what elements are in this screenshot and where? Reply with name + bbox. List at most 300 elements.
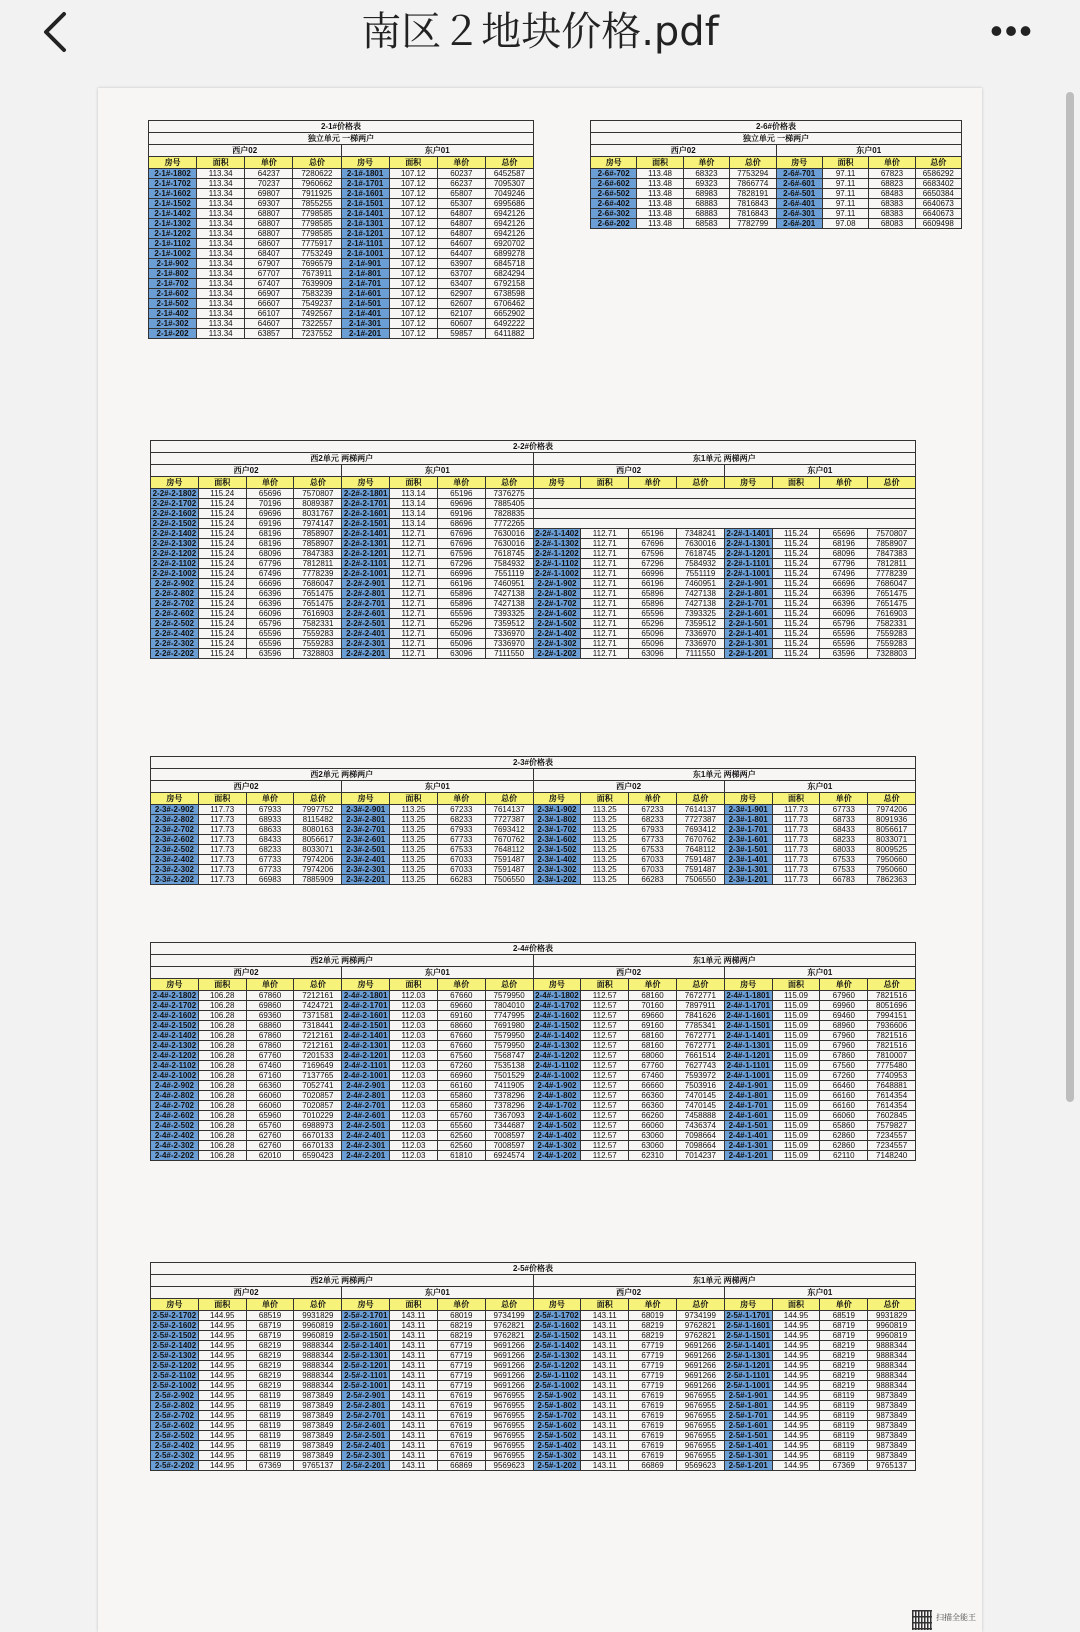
table-cell: 6899278	[485, 249, 533, 259]
table-cell: 8115482	[294, 815, 342, 825]
house-label: 东户01	[342, 465, 533, 477]
room-number-cell: 2-5#-1-1202	[533, 1361, 581, 1371]
table-cell: 9691266	[676, 1351, 724, 1361]
room-number-cell: 2-4#-1-1201	[724, 1051, 772, 1061]
table-cell: 69960	[820, 1001, 868, 1011]
table-cell: 68033	[820, 845, 868, 855]
table-cell: 7492567	[293, 309, 341, 319]
table-cell: 68323	[683, 169, 729, 179]
table-cell: 106.28	[198, 1081, 246, 1091]
room-number-cell: 2-2#-2-401	[342, 629, 390, 639]
table-row	[149, 229, 534, 239]
table-cell: 7393325	[676, 609, 724, 619]
price-table-2-6	[590, 120, 962, 229]
table-cell: 69160	[629, 1021, 677, 1031]
house-label: 西户02	[151, 967, 342, 979]
table-cell: 115.09	[772, 1101, 820, 1111]
table-row	[591, 169, 962, 179]
table-cell: 106.28	[198, 1121, 246, 1131]
table-cell: 9676955	[485, 1421, 533, 1431]
table-cell: 7686047	[294, 579, 342, 589]
column-header: 面积	[390, 979, 438, 991]
table-cell: 115.24	[198, 529, 246, 539]
table-cell: 66396	[820, 599, 868, 609]
table-cell: 143.11	[390, 1451, 438, 1461]
table-cell: 113.48	[637, 219, 683, 229]
column-header: 总价	[868, 477, 916, 489]
table-cell: 7885405	[485, 499, 533, 509]
table-title: 2-2#价格表	[151, 441, 916, 453]
house-label: 东户01	[342, 967, 533, 979]
column-header: 房号	[149, 157, 197, 169]
column-header: 面积	[390, 793, 438, 805]
table-row	[149, 309, 534, 319]
table-cell: 68119	[820, 1441, 868, 1451]
room-number-cell: 2-5#-2-902	[151, 1391, 199, 1401]
room-number-cell: 2-5#-2-1701	[342, 1311, 390, 1321]
room-number-cell: 2-5#-1-801	[724, 1401, 772, 1411]
room-number-cell: 2-1#-601	[341, 289, 389, 299]
table-cell: 7591487	[485, 855, 533, 865]
table-cell: 112.71	[390, 599, 438, 609]
room-number-cell: 2-2#-2-1601	[342, 509, 390, 519]
table-cell: 67619	[437, 1451, 485, 1461]
table-cell: 67596	[629, 549, 677, 559]
table-cell: 7673911	[293, 269, 341, 279]
table-cell: 112.71	[390, 589, 438, 599]
table-cell: 62860	[820, 1131, 868, 1141]
table-cell: 7506550	[485, 875, 533, 885]
table-cell: 68096	[820, 549, 868, 559]
table-cell: 68219	[820, 1381, 868, 1391]
column-header: 面积	[772, 979, 820, 991]
room-number-cell: 2-1#-501	[341, 299, 389, 309]
table-cell: 113.14	[390, 499, 438, 509]
table-title: 2-3#价格表	[151, 757, 916, 769]
house-label: 西户02	[533, 465, 724, 477]
table-cell: 7602845	[868, 1111, 916, 1121]
table-cell: 9691266	[676, 1381, 724, 1391]
table-cell: 66160	[820, 1091, 868, 1101]
table-cell: 67533	[820, 865, 868, 875]
chevron-left-icon[interactable]	[38, 10, 78, 54]
table-cell: 68219	[437, 1321, 485, 1331]
table-cell: 9931829	[868, 1311, 916, 1321]
table-cell: 112.03	[390, 1081, 438, 1091]
table-cell: 9765137	[294, 1461, 342, 1471]
table-cell: 67407	[245, 279, 293, 289]
table-cell: 62560	[437, 1131, 485, 1141]
table-cell: 115.24	[198, 569, 246, 579]
table-cell: 65860	[437, 1091, 485, 1101]
table-cell: 112.71	[581, 559, 629, 569]
room-number-cell: 2-5#-2-1302	[151, 1351, 199, 1361]
table-row	[151, 1391, 916, 1401]
table-cell: 66696	[246, 579, 294, 589]
table-cell: 9960819	[294, 1321, 342, 1331]
table-cell: 9873849	[294, 1421, 342, 1431]
table-cell: 112.71	[390, 579, 438, 589]
table-cell: 7336970	[676, 639, 724, 649]
table-row	[149, 239, 534, 249]
table-cell: 65860	[437, 1101, 485, 1111]
table-row	[151, 1411, 916, 1421]
table-cell: 66960	[437, 1071, 485, 1081]
table-cell: 143.11	[390, 1431, 438, 1441]
table-cell: 69460	[820, 1011, 868, 1021]
room-number-cell: 2-5#-1-901	[724, 1391, 772, 1401]
table-cell: 7427138	[676, 589, 724, 599]
table-cell: 9873849	[294, 1401, 342, 1411]
table-cell: 115.24	[198, 519, 246, 529]
room-number-cell: 2-2#-1-1001	[724, 569, 772, 579]
table-cell: 144.95	[198, 1461, 246, 1471]
table-cell: 65307	[437, 199, 485, 209]
table-cell: 68660	[437, 1021, 485, 1031]
table-cell: 67033	[437, 865, 485, 875]
table-cell: 107.12	[389, 239, 437, 249]
room-number-cell: 2-4#-1-1501	[724, 1021, 772, 1031]
table-cell: 7911925	[293, 189, 341, 199]
room-number-cell: 2-1#-902	[149, 259, 197, 269]
table-cell: 67696	[629, 539, 677, 549]
table-cell: 143.11	[581, 1441, 629, 1451]
room-number-cell: 2-3#-2-701	[342, 825, 390, 835]
table-row	[149, 219, 534, 229]
table-cell: 9873849	[868, 1431, 916, 1441]
table-cell: 68383	[869, 209, 915, 219]
table-cell: 7376275	[485, 489, 533, 499]
table-cell: 112.57	[581, 1001, 629, 1011]
column-header: 房号	[724, 979, 772, 991]
room-number-cell: 2-4#-1-201	[724, 1151, 772, 1161]
table-cell: 143.11	[390, 1461, 438, 1471]
table-cell: 63596	[820, 649, 868, 659]
column-header: 房号	[151, 477, 199, 489]
table-cell: 113.25	[581, 845, 629, 855]
table-cell: 115.24	[772, 579, 820, 589]
table-row	[151, 1071, 916, 1081]
table-cell: 63096	[437, 649, 485, 659]
column-header: 单价	[820, 477, 868, 489]
table-cell: 115.24	[772, 559, 820, 569]
table-cell: 7828835	[485, 509, 533, 519]
room-number-cell: 2-5#-2-1102	[151, 1371, 199, 1381]
table-cell: 144.95	[198, 1391, 246, 1401]
table-cell: 144.95	[772, 1431, 820, 1441]
table-cell: 67719	[629, 1341, 677, 1351]
table-cell: 115.24	[198, 639, 246, 649]
table-cell: 7648881	[868, 1081, 916, 1091]
table-cell: 67707	[245, 269, 293, 279]
room-number-cell: 2-5#-2-1201	[342, 1361, 390, 1371]
room-number-cell: 2-2#-1-702	[533, 599, 581, 609]
table-row	[151, 815, 916, 825]
room-number-cell: 2-3#-1-602	[533, 835, 581, 845]
table-cell: 7322557	[293, 319, 341, 329]
table-cell: 68019	[629, 1311, 677, 1321]
table-cell: 67619	[437, 1441, 485, 1451]
table-cell: 7359512	[676, 619, 724, 629]
table-cell: 68823	[869, 179, 915, 189]
table-cell: 7582331	[868, 619, 916, 629]
room-number-cell: 2-1#-901	[341, 259, 389, 269]
room-number-cell: 2-2#-1-1102	[533, 559, 581, 569]
table-cell: 112.03	[390, 1131, 438, 1141]
table-cell: 8056617	[868, 825, 916, 835]
table-cell: 7318441	[294, 1021, 342, 1031]
table-cell: 66107	[245, 309, 293, 319]
table-row	[151, 1111, 916, 1121]
room-number-cell: 2-3#-1-401	[724, 855, 772, 865]
table-cell: 113.48	[637, 179, 683, 189]
table-cell: 113.34	[197, 189, 245, 199]
table-cell: 113.34	[197, 329, 245, 339]
room-number-cell: 2-2#-2-1402	[151, 529, 199, 539]
table-cell: 8051696	[868, 1001, 916, 1011]
table-cell: 64807	[437, 229, 485, 239]
table-cell: 66996	[629, 569, 677, 579]
table-cell: 97.11	[822, 169, 868, 179]
table-cell: 67619	[629, 1411, 677, 1421]
table-cell: 9873849	[294, 1451, 342, 1461]
table-cell: 144.95	[198, 1361, 246, 1371]
table-cell: 106.28	[198, 991, 246, 1001]
table-cell: 7212161	[294, 1031, 342, 1041]
table-cell: 9762821	[676, 1321, 724, 1331]
room-number-cell: 2-2#-1-1202	[533, 549, 581, 559]
table-cell: 68119	[820, 1421, 868, 1431]
column-header: 面积	[581, 979, 629, 991]
table-cell: 65896	[437, 589, 485, 599]
column-header: 总价	[294, 1299, 342, 1311]
table-cell: 7237552	[293, 329, 341, 339]
room-number-cell: 2-1#-1502	[149, 199, 197, 209]
room-number-cell: 2-4#-2-1801	[342, 991, 390, 1001]
column-header: 面积	[198, 477, 246, 489]
table-cell: 117.73	[772, 865, 820, 875]
room-number-cell: 2-2#-2-1602	[151, 509, 199, 519]
table-row	[151, 1421, 916, 1431]
table-cell: 7693412	[676, 825, 724, 835]
room-number-cell: 2-5#-1-1701	[724, 1311, 772, 1321]
table-cell: 115.09	[772, 1001, 820, 1011]
table-cell: 106.28	[198, 1131, 246, 1141]
table-cell: 112.71	[581, 599, 629, 609]
table-cell: 113.14	[390, 519, 438, 529]
table-cell: 143.11	[581, 1361, 629, 1371]
table-cell: 9888344	[294, 1341, 342, 1351]
room-number-cell: 2-2#-1-601	[724, 609, 772, 619]
table-cell: 117.73	[198, 805, 246, 815]
room-number-cell: 2-4#-2-1802	[151, 991, 199, 1001]
table-cell: 7427138	[485, 599, 533, 609]
table-cell: 6411882	[485, 329, 533, 339]
room-number-cell: 2-4#-1-301	[724, 1141, 772, 1151]
table-row	[151, 1141, 916, 1151]
table-cell: 67619	[437, 1401, 485, 1411]
table-title: 2-1#价格表	[149, 121, 534, 133]
table-row	[151, 1441, 916, 1451]
table-row	[151, 1001, 916, 1011]
room-number-cell: 2-4#-1-1502	[533, 1021, 581, 1031]
table-cell: 68119	[820, 1401, 868, 1411]
table-cell: 115.24	[772, 599, 820, 609]
column-header: 面积	[197, 157, 245, 169]
table-cell: 65960	[246, 1111, 294, 1121]
room-number-cell: 2-5#-2-1301	[342, 1351, 390, 1361]
table-cell: 7686047	[868, 579, 916, 589]
table-cell: 7816843	[730, 209, 776, 219]
table-cell: 68119	[820, 1391, 868, 1401]
table-cell: 112.57	[581, 1141, 629, 1151]
column-header: 单价	[629, 979, 677, 991]
table-cell: 9676955	[676, 1421, 724, 1431]
table-cell: 144.95	[198, 1451, 246, 1461]
table-cell: 107.12	[389, 269, 437, 279]
room-number-cell: 2-5#-2-1001	[342, 1381, 390, 1391]
table-cell: 62560	[437, 1141, 485, 1151]
room-number-cell: 2-1#-1301	[341, 219, 389, 229]
room-number-cell: 2-4#-2-1702	[151, 1001, 199, 1011]
room-number-cell: 2-3#-1-301	[724, 865, 772, 875]
room-number-cell: 2-5#-1-1401	[724, 1341, 772, 1351]
column-header: 面积	[581, 477, 629, 489]
table-cell: 7816843	[730, 199, 776, 209]
table-cell: 112.71	[390, 639, 438, 649]
column-header: 单价	[629, 1299, 677, 1311]
table-cell: 68483	[869, 189, 915, 199]
table-cell: 68233	[437, 815, 485, 825]
room-number-cell: 2-5#-2-1401	[342, 1341, 390, 1351]
table-cell: 69696	[437, 499, 485, 509]
table-cell: 7828191	[730, 189, 776, 199]
room-number-cell: 2-1#-201	[341, 329, 389, 339]
room-number-cell: 2-2#-2-1001	[342, 569, 390, 579]
table-cell: 144.95	[772, 1311, 820, 1321]
table-cell: 143.11	[581, 1381, 629, 1391]
table-cell: 9676955	[485, 1391, 533, 1401]
table-cell: 67733	[820, 805, 868, 815]
table-cell: 68233	[246, 845, 294, 855]
table-cell: 66996	[437, 569, 485, 579]
table-cell: 7858907	[868, 539, 916, 549]
room-number-cell: 2-4#-1-202	[533, 1151, 581, 1161]
table-cell: 144.95	[198, 1331, 246, 1341]
room-number-cell: 2-5#-1-1101	[724, 1371, 772, 1381]
more-horizontal-icon[interactable]: •••	[990, 10, 1034, 51]
column-header: 总价	[676, 793, 724, 805]
table-cell: 117.73	[772, 805, 820, 815]
table-cell: 107.12	[389, 309, 437, 319]
table-cell: 7010229	[294, 1111, 342, 1121]
table-cell: 7020857	[294, 1101, 342, 1111]
table-cell: 68219	[246, 1351, 294, 1361]
column-header: 房号	[342, 793, 390, 805]
table-cell: 9676955	[676, 1441, 724, 1451]
table-cell: 65596	[629, 609, 677, 619]
table-cell: 144.95	[198, 1411, 246, 1421]
table-cell: 68196	[246, 529, 294, 539]
scan-label: 扫描全能王	[936, 1613, 976, 1622]
table-cell: 7858907	[294, 539, 342, 549]
table-cell: 115.24	[198, 589, 246, 599]
room-number-cell: 2-5#-1-502	[533, 1431, 581, 1441]
table-cell: 67660	[437, 991, 485, 1001]
room-number-cell: 2-1#-1102	[149, 239, 197, 249]
room-number-cell: 2-2#-1-501	[724, 619, 772, 629]
table-cell: 67719	[437, 1351, 485, 1361]
table-cell: 107.12	[389, 179, 437, 189]
table-cell: 7772265	[485, 519, 533, 529]
scrollbar[interactable]	[1066, 92, 1074, 1102]
table-cell: 68807	[245, 229, 293, 239]
room-number-cell: 2-4#-2-501	[342, 1121, 390, 1131]
table-cell: 107.12	[389, 209, 437, 219]
room-number-cell: 2-4#-2-1501	[342, 1021, 390, 1031]
room-number-cell: 2-2#-2-1802	[151, 489, 199, 499]
room-number-cell: 2-1#-1602	[149, 189, 197, 199]
column-header: 房号	[533, 1299, 581, 1311]
room-number-cell: 2-4#-2-601	[342, 1111, 390, 1121]
table-cell: 112.71	[581, 569, 629, 579]
table-cell: 113.34	[197, 229, 245, 239]
table-cell: 144.95	[198, 1441, 246, 1451]
room-number-cell: 2-4#-1-1002	[533, 1071, 581, 1081]
column-header: 房号	[342, 477, 390, 489]
room-number-cell: 2-4#-1-702	[533, 1101, 581, 1111]
table-cell: 62310	[629, 1151, 677, 1161]
table-cell: 113.25	[390, 855, 438, 865]
room-number-cell: 2-5#-2-301	[342, 1451, 390, 1461]
room-number-cell: 2-2#-1-401	[724, 629, 772, 639]
table-cell: 66660	[629, 1081, 677, 1091]
table-cell: 67460	[246, 1061, 294, 1071]
table-cell: 66869	[629, 1461, 677, 1471]
table-cell: 7559283	[294, 639, 342, 649]
table-cell: 112.71	[581, 649, 629, 659]
table-cell: 115.09	[772, 1121, 820, 1131]
table-cell: 68883	[683, 209, 729, 219]
room-number-cell: 2-2#-2-702	[151, 599, 199, 609]
table-cell: 113.14	[390, 489, 438, 499]
table-cell: 65760	[246, 1121, 294, 1131]
room-number-cell: 2-1#-1801	[341, 169, 389, 179]
table-row	[151, 1351, 916, 1361]
room-number-cell: 2-2#-1-902	[533, 579, 581, 589]
table-row	[151, 825, 916, 835]
room-number-cell: 2-6#-701	[776, 169, 822, 179]
room-number-cell: 2-3#-2-401	[342, 855, 390, 865]
table-cell: 68233	[629, 815, 677, 825]
table-cell: 62860	[820, 1141, 868, 1151]
room-number-cell: 2-4#-2-301	[342, 1141, 390, 1151]
room-number-cell: 2-1#-1002	[149, 249, 197, 259]
room-number-cell: 2-4#-1-1402	[533, 1031, 581, 1041]
table-cell: 112.03	[390, 1061, 438, 1071]
table-cell: 9676955	[676, 1391, 724, 1401]
table-cell: 144.95	[198, 1341, 246, 1351]
table-row	[151, 1031, 916, 1041]
room-number-cell: 2-4#-2-201	[342, 1151, 390, 1161]
table-cell: 9873849	[868, 1441, 916, 1451]
table-cell: 117.73	[772, 845, 820, 855]
room-number-cell: 2-5#-1-1002	[533, 1381, 581, 1391]
table-cell: 67560	[437, 1051, 485, 1061]
table-cell: 115.24	[198, 579, 246, 589]
table-row	[151, 1061, 916, 1071]
table-cell: 67619	[629, 1451, 677, 1461]
